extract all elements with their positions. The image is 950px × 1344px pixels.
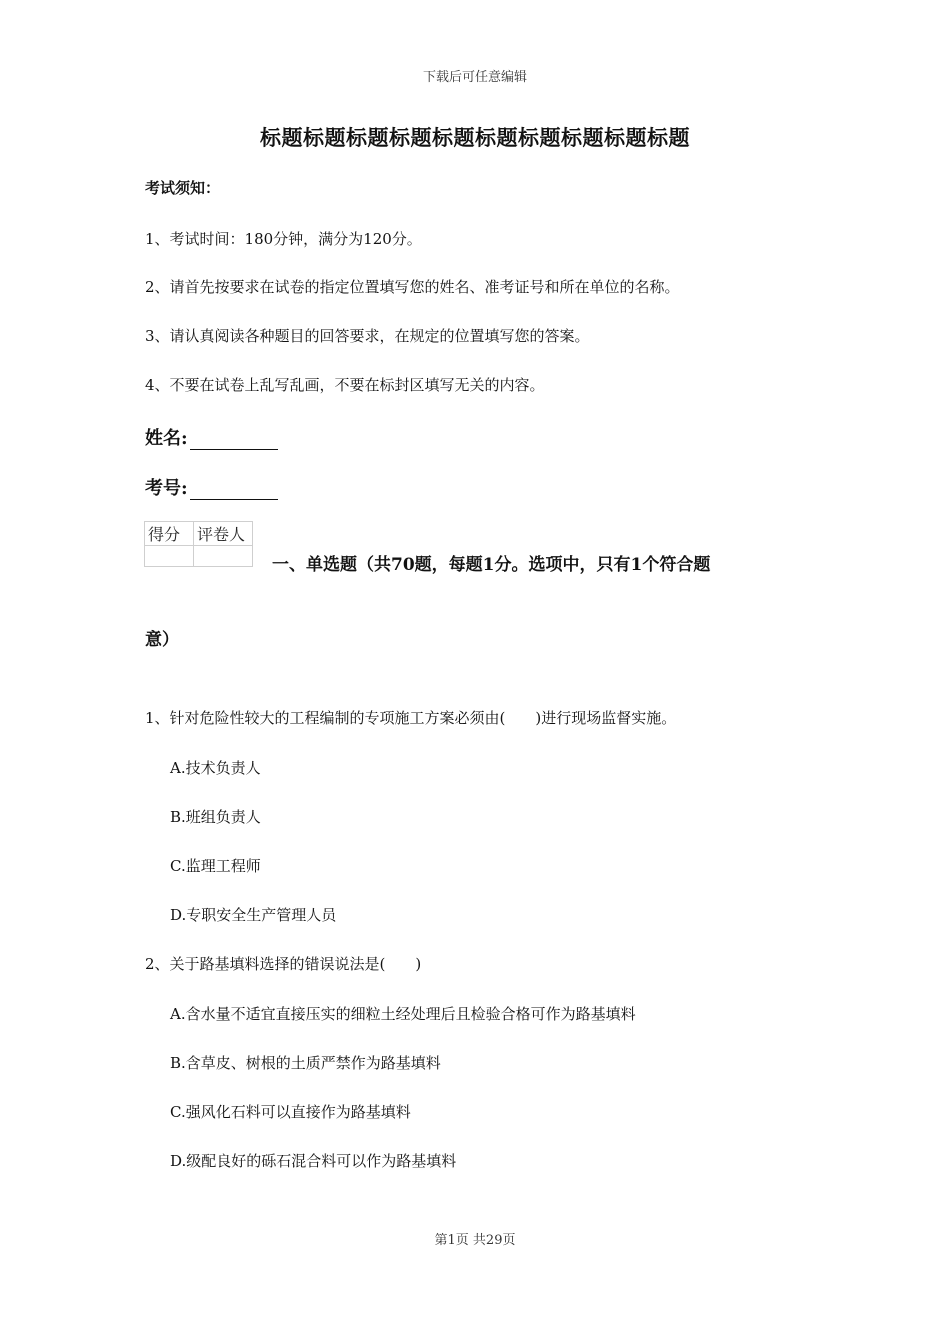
- notice-rule-4: 4、不要在试卷上乱写乱画，不要在标封区填写无关的内容。: [145, 376, 545, 394]
- notice-rule-1: 1、考试时间：180分钟，满分为120分。: [145, 230, 422, 248]
- section-heading: 一、单选题（共70题，每题1分。选项中，只有1个符合题: [272, 555, 711, 575]
- question-2-option-c: C.强风化石料可以直接作为路基填料: [170, 1103, 411, 1121]
- exam-id-field[interactable]: [145, 474, 278, 500]
- header-note: 下载后可任意编辑: [422, 70, 527, 85]
- score-table: [144, 521, 253, 567]
- notice-heading: 考试须知：: [145, 179, 221, 197]
- question-2-option-a: A.含水量不适宜直接压实的细粒土经处理后且检验合格可作为路基填料: [170, 1005, 636, 1023]
- grader-header: 评卷人: [194, 522, 253, 546]
- section-heading-wrap: 意）: [145, 630, 179, 650]
- question-2: 2、关于路基填料选择的错误说法是( ): [145, 955, 422, 973]
- question-1-option-a: A.技术负责人: [170, 759, 261, 777]
- exam-id-blank[interactable]: [190, 481, 278, 500]
- exam-id-label: 考号:: [145, 478, 188, 499]
- question-1-option-d: D.专职安全生产管理人员: [170, 906, 337, 924]
- score-cell: [145, 546, 194, 567]
- name-field[interactable]: [145, 424, 278, 450]
- name-blank[interactable]: [190, 431, 278, 450]
- score-header: 得分: [145, 522, 194, 546]
- page-footer: 第1页 共29页: [434, 1233, 516, 1248]
- question-2-option-d: D.级配良好的砾石混合料可以作为路基填料: [170, 1152, 457, 1170]
- question-1-option-b: B.班组负责人: [170, 808, 261, 826]
- question-1-option-c: C.监理工程师: [170, 857, 261, 875]
- notice-rule-3: 3、请认真阅读各种题目的回答要求，在规定的位置填写您的答案。: [145, 327, 590, 345]
- name-label: 姓名:: [145, 428, 188, 449]
- notice-rule-2: 2、请首先按要求在试卷的指定位置填写您的姓名、准考证号和所在单位的名称。: [145, 278, 680, 296]
- question-2-option-b: B.含草皮、树根的土质严禁作为路基填料: [170, 1054, 441, 1072]
- document-title: 标题标题标题标题标题标题标题标题标题标题: [260, 125, 690, 150]
- grader-cell: [194, 546, 253, 567]
- question-1: 1、针对危险性较大的工程编制的专项施工方案必须由( )进行现场监督实施。: [145, 709, 677, 727]
